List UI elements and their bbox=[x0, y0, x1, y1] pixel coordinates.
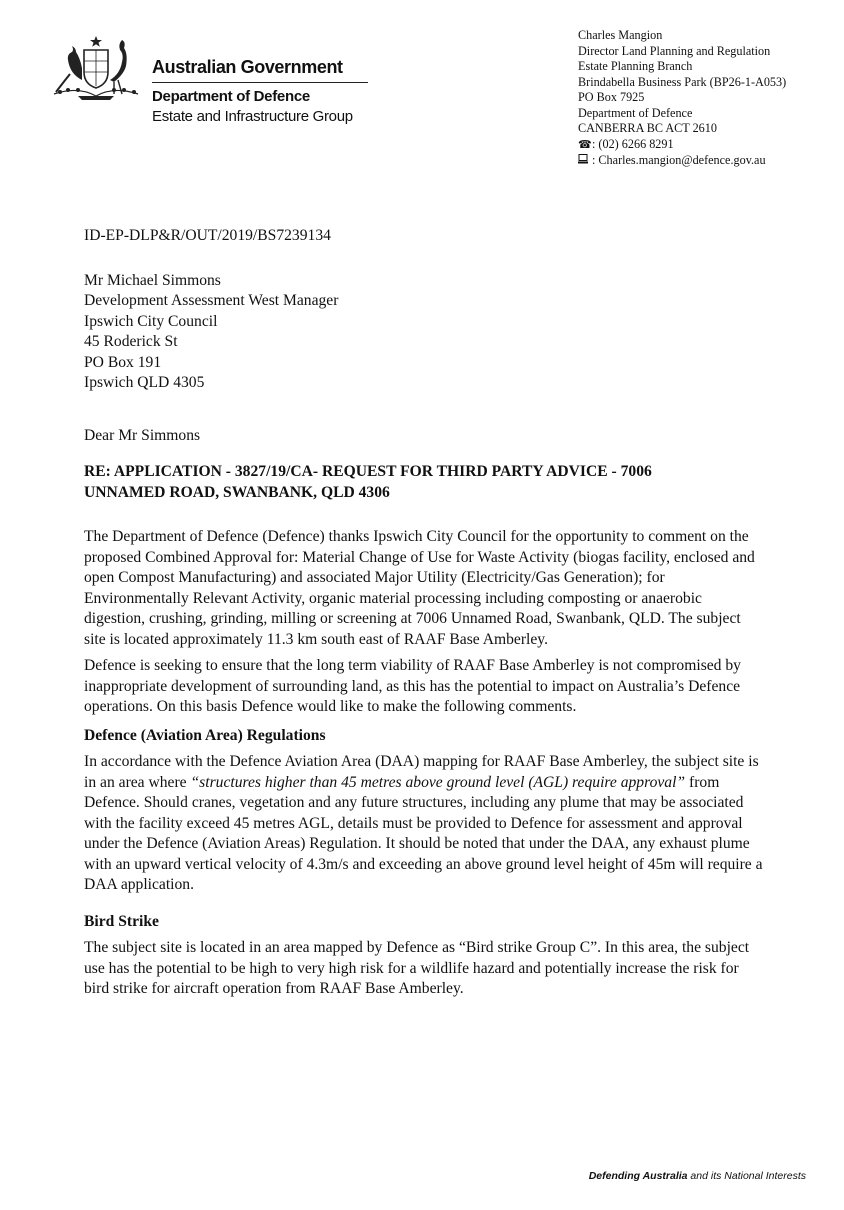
sender-phone bbox=[578, 137, 786, 154]
footer-rest: and its National Interests bbox=[687, 1170, 806, 1182]
email-address[interactable]: : Charles.mangion@defence.gov.au bbox=[592, 153, 766, 167]
phone-icon: ☎ bbox=[578, 138, 592, 151]
sender-name: Charles Mangion bbox=[578, 28, 663, 42]
coat-of-arms-logo bbox=[48, 34, 144, 104]
paragraph-aviation bbox=[84, 752, 764, 896]
footer-bold: Defending Australia bbox=[588, 1170, 688, 1182]
paragraph-bird-strike: The subject site is located in an area mapped by Defence as “Bird strike Group C”. In this area, the subject use has the potential to be high to very high risk for a wildlife hazard and potentially increase the risk for bird strike for aircraft operation from RAAF Base Amberley. bbox=[84, 939, 750, 997]
letterhead-rule bbox=[152, 82, 368, 83]
phone-number: : (02) 6266 8291 bbox=[592, 136, 674, 151]
aviation-text-start: In accordance with the Defence Aviation Area (DAA) mapping for RAAF Base Amberley, the subject site is in an area where bbox=[84, 753, 759, 791]
sender-department: Department of Defence bbox=[578, 105, 693, 120]
sender-park: Brindabella Business Park (BP26-1-A053) bbox=[578, 74, 787, 89]
recipient-name: Mr Michael Simmons bbox=[84, 271, 221, 289]
paragraph-viability: Defence is seeking to ensure that the long term viability of RAAF Base Amberley is not compromised by inappropriate development of surrounding land, as this has the potential to impact on Australia’s Defence operations. On this basis Defence would like to make the following comments. bbox=[84, 657, 741, 715]
sender-email bbox=[578, 153, 786, 170]
sender-title: Director Land Planning and Regulation bbox=[578, 43, 771, 58]
recipient-address bbox=[84, 271, 764, 394]
heading-aviation-regulations: Defence (Aviation Area) Regulations bbox=[84, 726, 326, 744]
government-name: Australian Government bbox=[152, 57, 343, 77]
recipient-organisation: Ipswich City Council bbox=[84, 312, 218, 330]
sender-po-box: PO Box 7925 bbox=[578, 90, 645, 104]
paragraph-intro: The Department of Defence (Defence) thanks Ipswich City Council for the opportunity to comment on the proposed Combined Approval for: Material Change of Use for Waste Activity (biogas facility, enclosed and open Compost Manufacturing) and associated Major Utility (Electricity/Gas Generation); for Environmentally Relevant Activity, organic material processing including composting or anaerobic digestion, crushing, grinding, milling or screening at 7006 Unnamed Road, Swanbank, QLD. The subject site is located approximately 11.3 km south east of RAAF Base Amberley. bbox=[84, 528, 755, 648]
computer-icon bbox=[578, 154, 592, 170]
letter-body bbox=[84, 226, 764, 1000]
aviation-quote: “structures higher than 45 metres above ground level (AGL) require approval” bbox=[190, 773, 686, 791]
salutation: Dear Mr Simmons bbox=[84, 426, 201, 444]
recipient-street: 45 Roderick St bbox=[84, 333, 178, 350]
subject-line bbox=[84, 462, 764, 503]
footer-tagline bbox=[589, 1170, 806, 1182]
letterhead bbox=[152, 56, 368, 127]
subject-line-2: UNNAMED ROAD, SWANBANK, QLD 4306 bbox=[84, 483, 390, 501]
department-name: Department of Defence bbox=[152, 88, 310, 105]
sender-branch: Estate Planning Branch bbox=[578, 59, 693, 73]
recipient-po-box: PO Box 191 bbox=[84, 353, 162, 371]
recipient-position: Development Assessment West Manager bbox=[84, 292, 339, 309]
reference-number: ID-EP-DLP&R/OUT/2019/BS7239134 bbox=[84, 227, 331, 244]
heading-bird-strike: Bird Strike bbox=[84, 912, 159, 930]
recipient-city: Ipswich QLD 4305 bbox=[84, 374, 205, 391]
sender-contact-block bbox=[578, 28, 786, 170]
sender-city: CANBERRA BC ACT 2610 bbox=[578, 121, 717, 135]
aviation-text-end: from Defence. Should cranes, vegetation and any future structures, including any plume that may be associated with the facility exceed 45 metres AGL, details must be provided to Defence for assessment and approval under the Defence (Aviation Areas) Regulation. It should be noted that under the DAA, any exhaust plume with an upward vertical velocity of 4.3m/s and exceeding an above ground level height of 45m will require a DAA application. bbox=[84, 773, 763, 893]
group-name: Estate and Infrastructure Group bbox=[152, 108, 353, 125]
subject-line-1: RE: APPLICATION - 3827/19/CA- REQUEST FOR THIRD PARTY ADVICE - 7006 bbox=[84, 463, 652, 480]
